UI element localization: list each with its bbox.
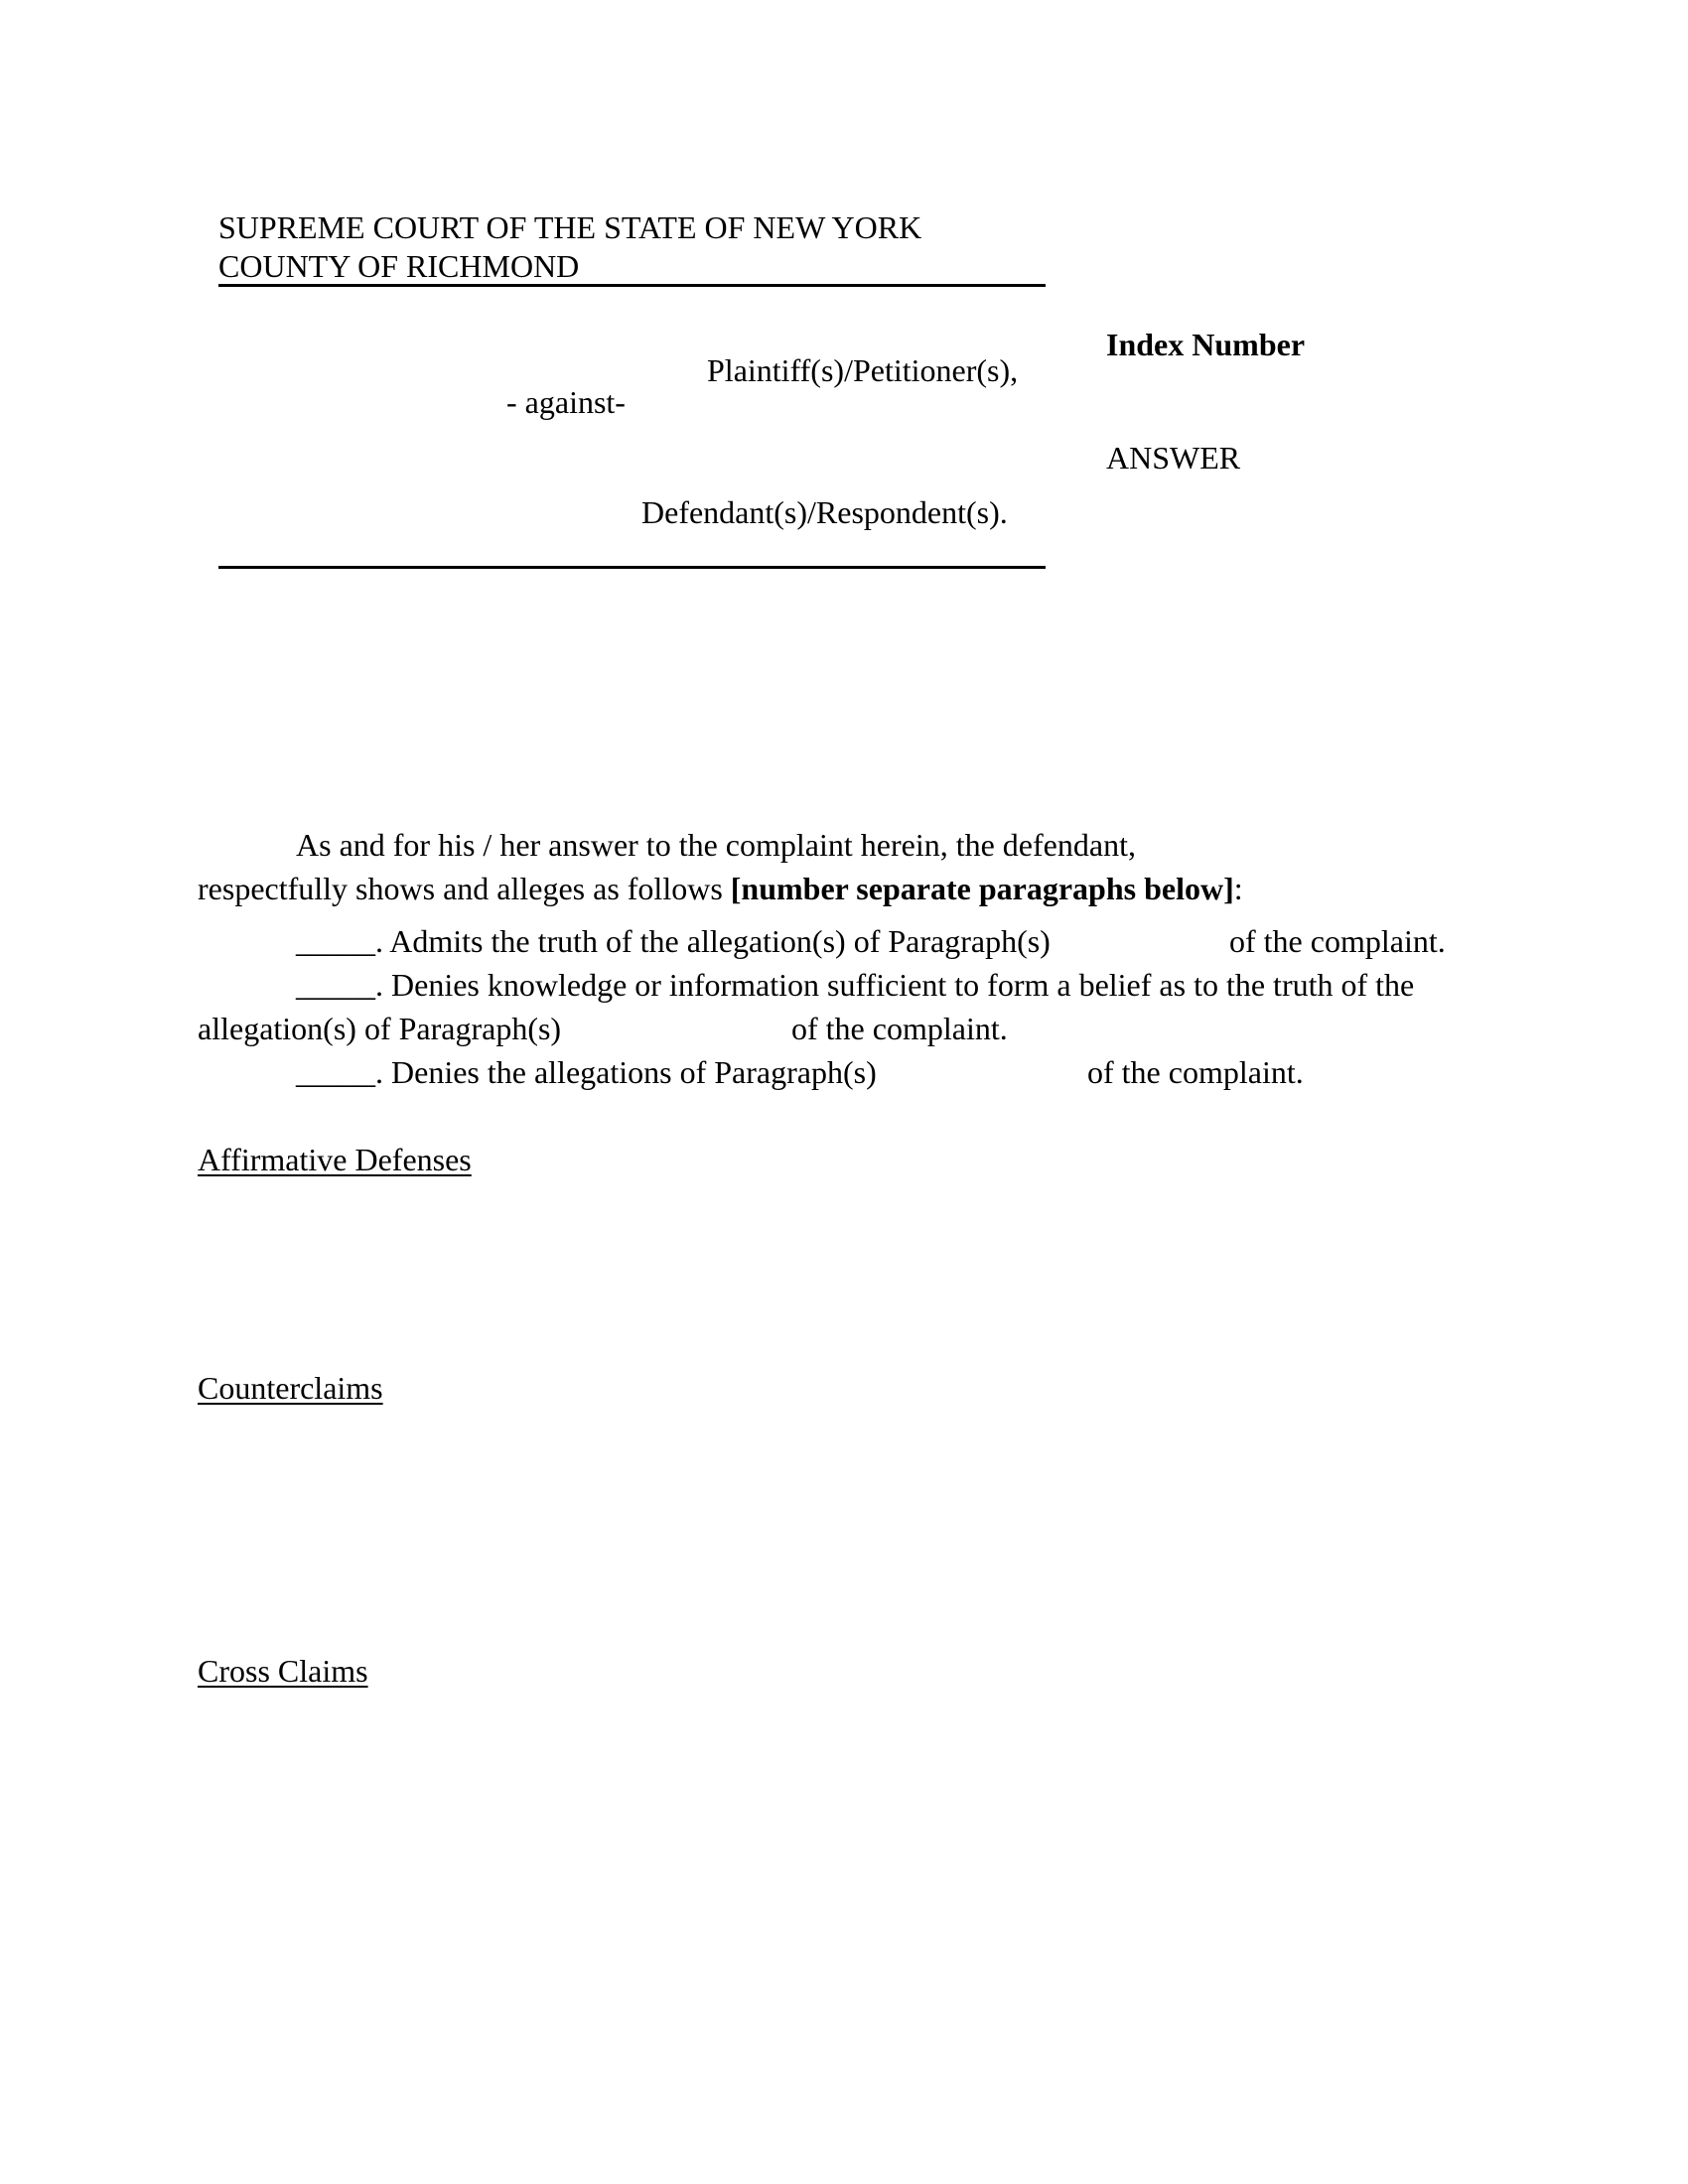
paragraph-denies-knowledge-text: . Denies knowledge or information sufficient to form a belief as to the truth of the [375, 967, 1415, 1003]
section-counterclaims: Counterclaims [198, 1370, 383, 1406]
county-name: COUNTY OF RICHMOND [218, 248, 580, 284]
defendant-label: Defendant(s)/Respondent(s). [641, 494, 1008, 530]
intro-line-2 [198, 869, 1243, 908]
paragraph-number-blank: _____ [296, 1054, 375, 1090]
section-affirmative-defenses: Affirmative Defenses [198, 1142, 472, 1177]
caption-top-rule [218, 284, 1046, 287]
intro-line-1: As and for his / her answer to the complaint herein, the defendant, [296, 827, 1136, 863]
intro-line-2-text: respectfully shows and alleges as follows [198, 871, 731, 906]
court-name: SUPREME COURT OF THE STATE OF NEW YORK [218, 209, 922, 245]
plaintiff-label: Plaintiff(s)/Petitioner(s), [707, 352, 1019, 388]
caption-bottom-rule [218, 566, 1046, 569]
intro-line-2-end: : [1233, 871, 1243, 906]
paragraph-admits-end: of the complaint. [1229, 923, 1446, 959]
paragraph-admits [296, 921, 1051, 961]
paragraph-number-blank: _____ [296, 967, 375, 1003]
section-cross-claims: Cross Claims [198, 1653, 368, 1689]
paragraph-denies [296, 1052, 877, 1092]
paragraph-denies-knowledge-end: of the complaint. [791, 1011, 1008, 1046]
paragraph-denies-knowledge-line-2: allegation(s) of Paragraph(s) [198, 1011, 562, 1046]
paragraph-number-blank: _____ [296, 923, 375, 959]
intro-instruction: [number separate paragraphs below] [730, 871, 1234, 906]
paragraph-admits-text: . Admits the truth of the allegation(s) of Paragraph(s) [375, 923, 1051, 959]
paragraph-denies-knowledge [296, 965, 1414, 1005]
paragraph-denies-end: of the complaint. [1087, 1054, 1304, 1090]
document-type: ANSWER [1106, 440, 1241, 476]
index-number-label: Index Number [1106, 327, 1306, 362]
against-label: - against- [506, 384, 626, 420]
paragraph-denies-text: . Denies the allegations of Paragraph(s) [375, 1054, 877, 1090]
